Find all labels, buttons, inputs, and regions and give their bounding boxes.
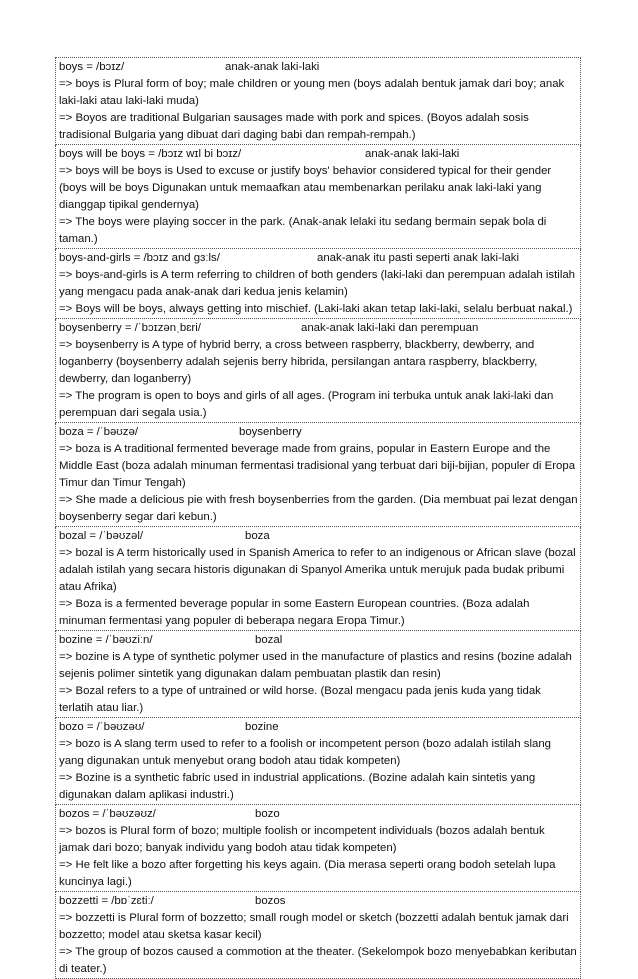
headword: boysenberry = /ˈbɔɪzənˌbɛri/ xyxy=(59,322,201,334)
example-line: => The group of bozos caused a commotion at the theater. (Sekelompok bozo menyebabkan keributan di teater.) xyxy=(59,946,577,975)
entry-header xyxy=(59,893,578,910)
translation: anak-anak laki-laki dan perempuan xyxy=(301,322,479,334)
headword: boys will be boys = /bɔɪz wɪl bi bɔɪz/ xyxy=(59,148,242,160)
example-line: => The boys were playing soccer in the park. (Anak-anak lelaki itu sedang bermain sepak bola di taman.) xyxy=(59,216,547,245)
translation: bozal xyxy=(255,634,283,646)
example-line: => Boza is a fermented beverage popular in some Eastern European countries. (Boza adalah minuman fermentasi yang populer di beberapa negara Eropa Timur.) xyxy=(59,598,530,627)
headword: boza = /ˈbəʊzə/ xyxy=(59,426,138,438)
entry-header xyxy=(59,632,578,649)
definition-line: => bozos is Plural form of bozo; multiple foolish or incompetent individuals (bozos adalah bentuk jamak dari bozo; banyak individu yang bodoh atau tidak kompeten) xyxy=(59,825,545,854)
definition-line: => bozal is A term historically used in Spanish America to refer to an indigenous or African slave (bozal adalah istilah yang secara historis digunakan di Spanyol Amerika untuk merujuk pada budak pribumi atau Afrika) xyxy=(59,547,576,593)
dictionary-entry xyxy=(55,527,581,631)
example-line: => The program is open to boys and girls of all ages. (Program ini terbuka untuk anak laki-laki dan perempuan dari segala usia.) xyxy=(59,390,554,419)
entry-header xyxy=(59,250,578,267)
entry-header xyxy=(59,320,578,337)
entry-header xyxy=(59,528,578,545)
definition-line: => boys-and-girls is A term referring to children of both genders (laki-laki dan perempuan adalah istilah yang mengacu pada anak-anak dari kedua jenis kelamin) xyxy=(59,269,576,298)
entry-header xyxy=(59,806,578,823)
dictionary-entry xyxy=(55,631,581,718)
translation: bozo xyxy=(255,808,280,820)
headword: bozal = /ˈbəʊzəl/ xyxy=(59,530,144,542)
headword: boys = /bɔɪz/ xyxy=(59,61,125,73)
definition-line: => boysenberry is A type of hybrid berry, a cross between raspberry, blackberry, dewberry, and loganberry (boysenberry adalah sejenis berry hibrida, persilangan antara raspberry, blackberry, dewberry, dan loganberry) xyxy=(59,339,538,385)
definition-line: => bozine is A type of synthetic polymer used in the manufacture of plastics and resins (bozine adalah sejenis polimer sintetik yang digunakan dalam pembuatan plastik dan resin) xyxy=(59,651,572,680)
dictionary-entry xyxy=(55,423,581,527)
headword: bozzetti = /bɒˈzɛtiː/ xyxy=(59,895,154,907)
translation: boysenberry xyxy=(239,426,302,438)
definition-line: => boys will be boys is Used to excuse or justify boys' behavior considered typical for their gender (boys will be boys Digunakan untuk memaafkan atau membenarkan perilaku anak laki-laki yang dianggap tipikal gendernya) xyxy=(59,165,552,211)
headword: bozo = /ˈbəʊzəʊ/ xyxy=(59,721,145,733)
translation: bozine xyxy=(245,721,279,733)
example-line: => Boys will be boys, always getting into mischief. (Laki-laki akan tetap laki-laki, selalu berbuat nakal.) xyxy=(59,303,573,315)
headword: bozos = /ˈbəʊzəʊz/ xyxy=(59,808,156,820)
example-line: => He felt like a bozo after forgetting his keys again. (Dia merasa seperti orang bodoh setelah lupa kuncinya lagi.) xyxy=(59,859,556,888)
dictionary-entry xyxy=(55,718,581,805)
headword: bozine = /ˈbəʊziːn/ xyxy=(59,634,153,646)
example-line: => Bozine is a synthetic fabric used in industrial applications. (Bozine adalah kain sintetis yang digunakan dalam aplikasi industri.) xyxy=(59,772,536,801)
translation: anak-anak itu pasti seperti anak laki-laki xyxy=(317,252,519,264)
dictionary-entry xyxy=(55,892,581,979)
definition-line: => boys is Plural form of boy; male children or young men (boys adalah bentuk jamak dari boy; anak laki-laki atau laki-laki muda) xyxy=(59,78,565,107)
entry-header xyxy=(59,719,578,736)
dictionary-entry xyxy=(55,145,581,249)
entry-header xyxy=(59,59,578,76)
definition-line: => bozo is A slang term used to refer to a foolish or incompetent person (bozo adalah istilah slang yang digunakan untuk menyebut orang bodoh atau tidak kompeten) xyxy=(59,738,551,767)
dictionary-entry xyxy=(55,319,581,423)
dictionary-entry xyxy=(55,249,581,319)
dictionary-entry xyxy=(55,805,581,892)
entry-header xyxy=(59,424,578,441)
translation: anak-anak laki-laki xyxy=(365,148,460,160)
entry-header xyxy=(59,146,578,163)
example-line: => Boyos are traditional Bulgarian sausages made with pork and spices. (Boyos adalah sosis tradisional Bulgaria yang dibuat dari daging babi dan rempah-rempah.) xyxy=(59,112,529,141)
translation: anak-anak laki-laki xyxy=(225,61,320,73)
headword: boys-and-girls = /bɔɪz and gɜːls/ xyxy=(59,252,220,264)
example-line: => Bozal refers to a type of untrained or wild horse. (Bozal mengacu pada jenis kuda yang tidak terlatih atau liar.) xyxy=(59,685,541,714)
definition-line: => boza is A traditional fermented beverage made from grains, popular in Eastern Europe and the Middle East (boza adalah minuman fermentasi tradisional yang terbuat dari biji-bijian, populer di Eropa Timur dan Timur Tengah) xyxy=(59,443,576,489)
dictionary-table xyxy=(55,57,581,979)
definition-line: => bozzetti is Plural form of bozzetto; small rough model or sketch (bozzetti adalah bentuk jamak dari bozzetto; model atau sketsa kasar kecil) xyxy=(59,912,569,941)
translation: boza xyxy=(245,530,270,542)
example-line: => She made a delicious pie with fresh boysenberries from the garden. (Dia membuat pai lezat dengan boysenberry segar dari kebun.) xyxy=(59,494,578,523)
translation: bozos xyxy=(255,895,286,907)
dictionary-entry xyxy=(55,57,581,145)
